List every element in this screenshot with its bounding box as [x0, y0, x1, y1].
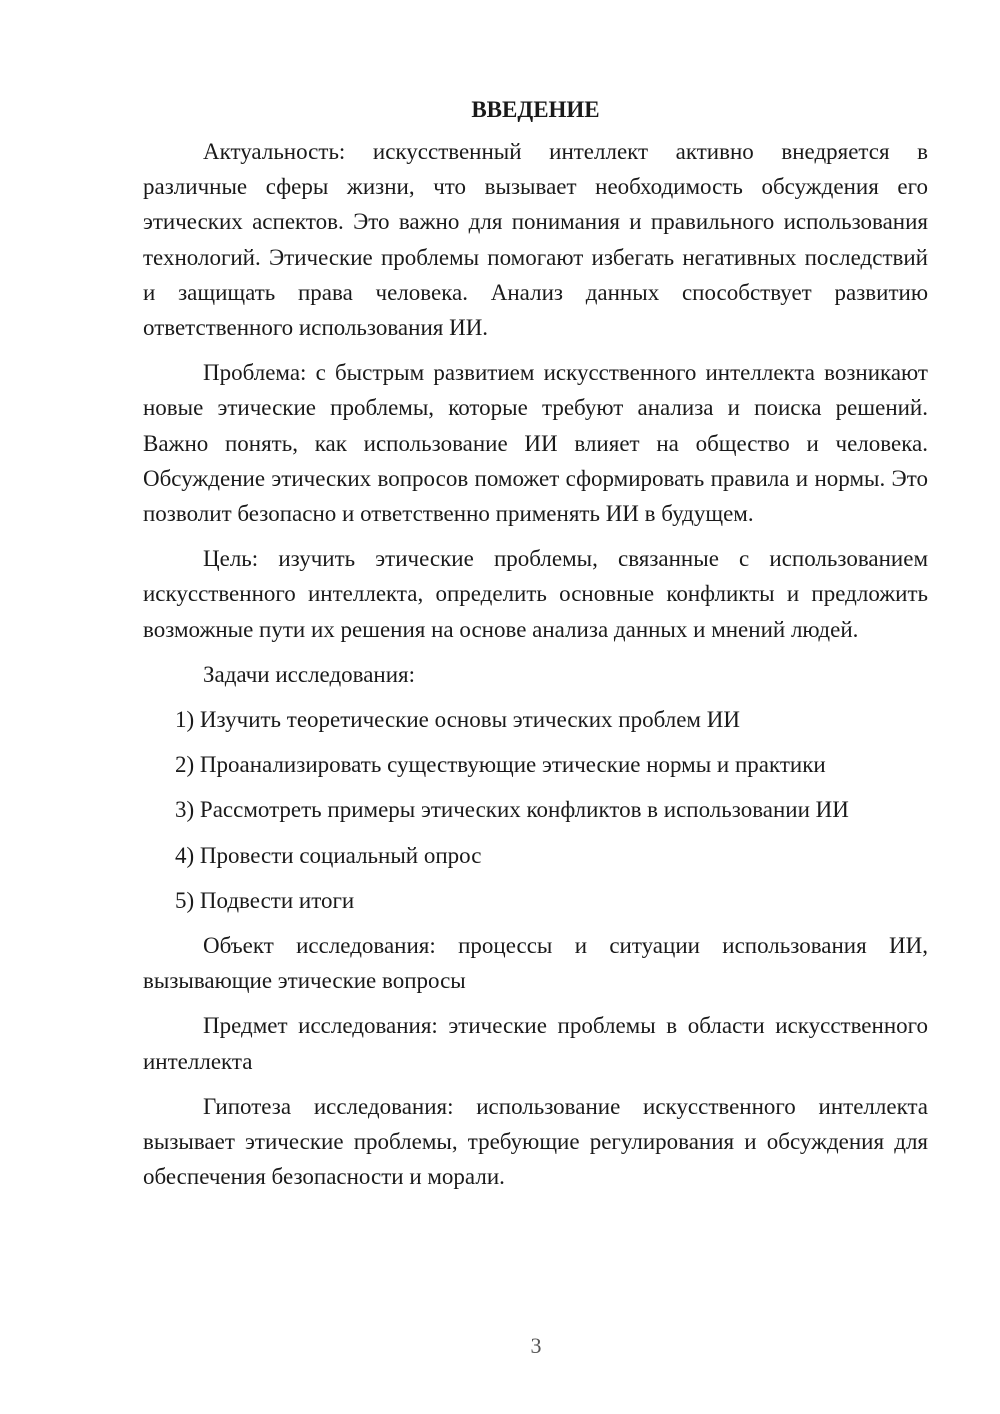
document-page: [143, 95, 928, 1204]
tasks-list: [143, 702, 928, 918]
task-item: 1) Изучить теоретические основы этических проблем ИИ: [175, 707, 740, 733]
paragraph-object: Объект исследования: процессы и ситуации использования ИИ, вызывающие этические вопросы: [143, 933, 928, 994]
task-item: 4) Провести социальный опрос: [175, 842, 482, 868]
tasks-heading: Задачи исследования:: [203, 661, 416, 687]
paragraph-hypothesis: Гипотеза исследования: использование искусственного интеллекта вызывает этические проблемы, требующие регулирования и обсуждения для обеспечения безопасности и морали.: [143, 1093, 928, 1190]
task-item: 3) Рассмотреть примеры этических конфликтов в использовании ИИ: [175, 797, 849, 823]
section-title: ВВЕДЕНИЕ: [471, 97, 600, 122]
paragraph-goal: Цель: изучить этические проблемы, связанные с использованием искусственного интеллекта, определить основные конфликты и предложить возможные пути их решения на основе анализа данных и мнений людей.: [143, 546, 928, 642]
page-number: 3: [530, 1333, 542, 1358]
paragraph-problem: Проблема: с быстрым развитием искусственного интеллекта возникают новые этические проблемы, которые требуют анализа и поиска решений. Важно понять, как использование ИИ влияет на общество и человека. Обсуждение этических вопросов поможет сформировать правила и нормы. Это позволит безопасно и ответственно применять ИИ в будущем.: [143, 360, 928, 527]
paragraph-subject: Предмет исследования: этические проблемы в области искусственного интеллекта: [143, 1013, 928, 1074]
task-item: 5) Подвести итоги: [175, 887, 355, 913]
task-item: 2) Проанализировать существующие этические нормы и практики: [175, 752, 826, 778]
paragraph-relevance: Актуальность: искусственный интеллект активно внедряется в различные сферы жизни, что вызывает необходимость обсуждения его этических аспектов. Это важно для понимания и правильного использования технологий. Этические проблемы помогают избегать негативных последствий и защищать права человека. Анализ данных способствует развитию ответственного использования ИИ.: [143, 139, 928, 341]
